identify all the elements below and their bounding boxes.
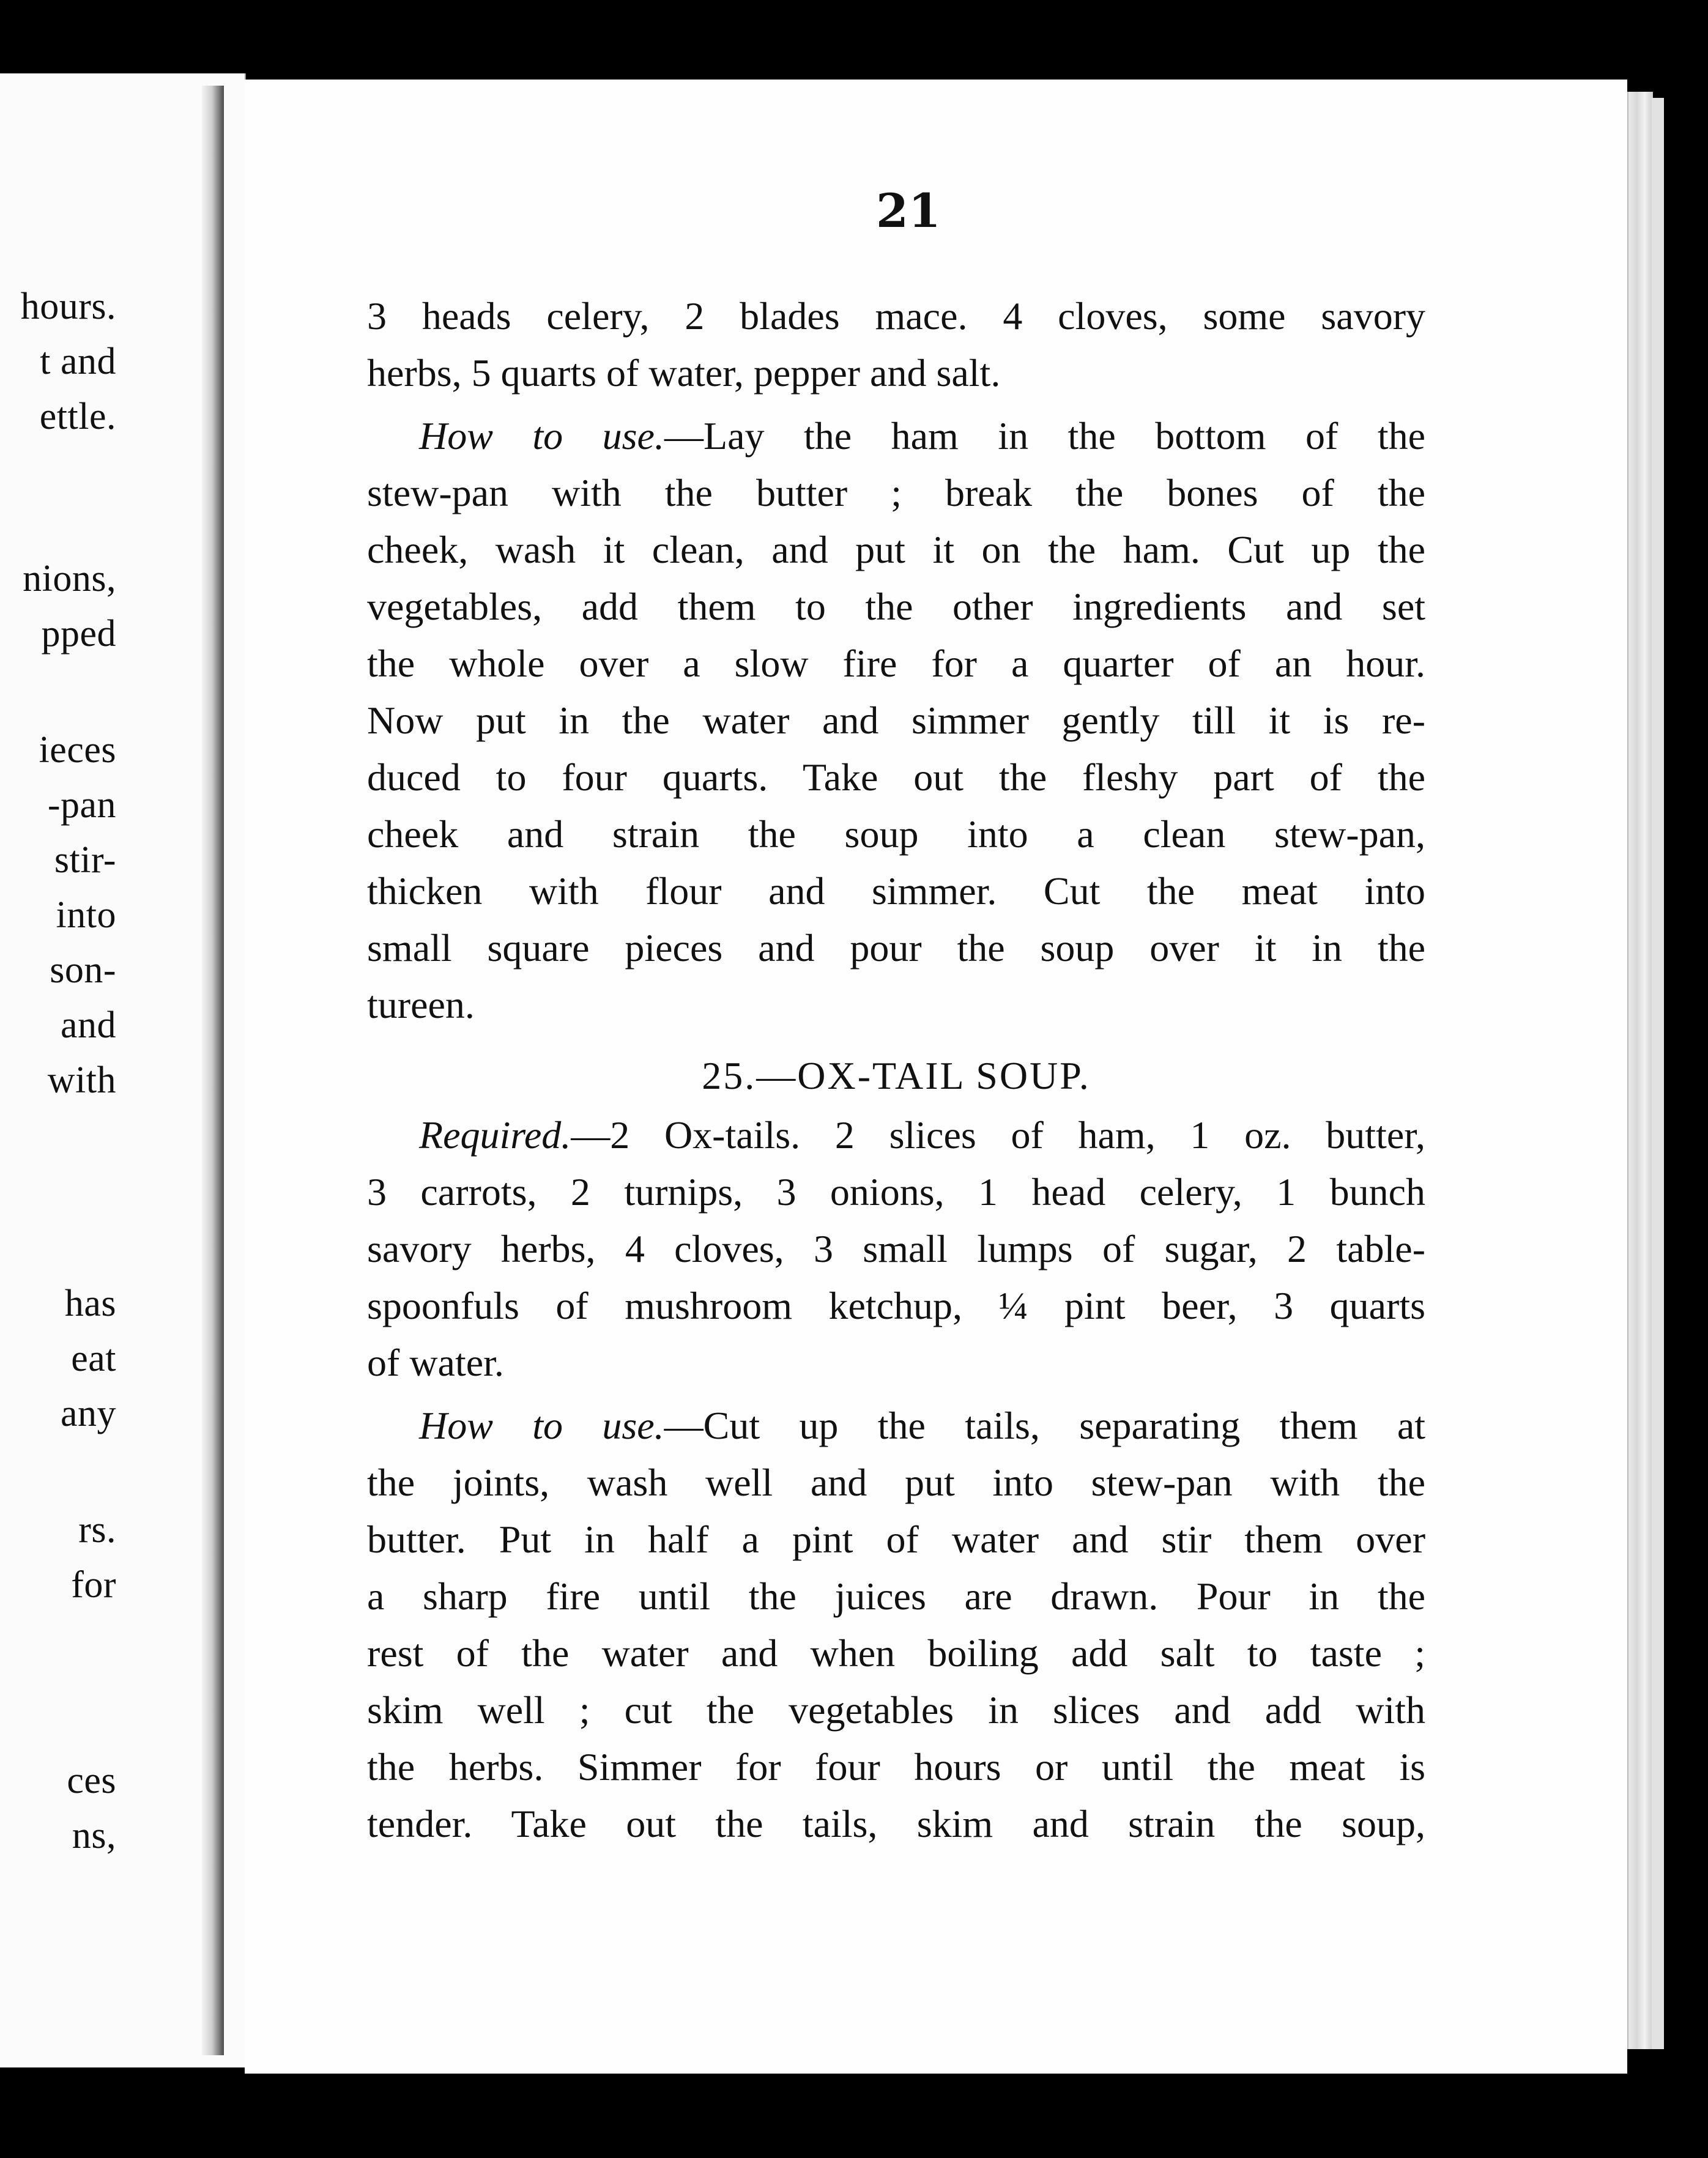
text-line: savory herbs, 4 cloves, 3 small lumps of sugar, 2 table- bbox=[367, 1227, 1425, 1270]
left-page-fragment: nions, bbox=[23, 558, 116, 599]
left-page-fragment: pped bbox=[41, 613, 116, 654]
paragraph-ingredients-continued bbox=[367, 287, 1425, 401]
text-line: 3 carrots, 2 turnips, 3 onions, 1 head celery, 1 bunch bbox=[367, 1170, 1425, 1214]
text-line: the joints, wash well and put into stew-pan with the bbox=[367, 1461, 1425, 1504]
left-page-fragment: ces bbox=[67, 1760, 116, 1801]
paragraph-how-to-use-1 bbox=[367, 407, 1425, 1033]
text-line: a sharp fire until the juices are drawn. Pour in the bbox=[367, 1574, 1425, 1618]
text-line: vegetables, add them to the other ingredients and set bbox=[367, 585, 1425, 628]
paragraph-required bbox=[367, 1107, 1425, 1391]
text-line: small square pieces and pour the soup over it in the bbox=[367, 926, 1425, 970]
text-line: 3 heads celery, 2 blades mace. 4 cloves, some savory bbox=[367, 294, 1425, 338]
page-edges-outer bbox=[1652, 98, 1664, 2049]
left-page-fragment: ns, bbox=[72, 1815, 116, 1856]
page-number: 21 bbox=[876, 184, 941, 238]
paragraph-label: How to use. bbox=[419, 1404, 664, 1447]
text-line: herbs, 5 quarts of water, pepper and salt. bbox=[367, 351, 1001, 395]
text-line: spoonfuls of mushroom ketchup, ¼ pint beer, 3 quarts bbox=[367, 1284, 1425, 1327]
text-line: cheek, wash it clean, and put it on the ham. Cut up the bbox=[367, 528, 1425, 571]
text-line: the herbs. Simmer for four hours or until the meat is bbox=[367, 1745, 1425, 1789]
text-line: butter. Put in half a pint of water and stir them over bbox=[367, 1518, 1425, 1561]
recipe-text bbox=[367, 287, 1425, 1852]
paragraph-label: Required. bbox=[419, 1113, 571, 1157]
page-edges bbox=[1627, 92, 1653, 2049]
left-page-fragment: hours. bbox=[20, 286, 116, 327]
paragraph-how-to-use-2 bbox=[367, 1397, 1425, 1852]
left-page-fragment: has bbox=[64, 1283, 116, 1324]
left-page-fragment: into bbox=[56, 894, 116, 936]
section-title: 25.—OX-TAIL SOUP. bbox=[702, 1054, 1091, 1097]
left-page-fragment: ettle. bbox=[39, 396, 116, 437]
left-page-fragment: with bbox=[47, 1059, 116, 1101]
left-page-fragment: t and bbox=[40, 341, 116, 382]
left-page-fragment: for bbox=[71, 1564, 116, 1606]
left-page-fragment: ieces bbox=[39, 729, 116, 771]
left-page-fragment: any bbox=[60, 1393, 116, 1434]
text-line: How to use.—Cut up the tails, separating them at bbox=[419, 1404, 1426, 1447]
text-line: stew-pan with the butter ; break the bones of the bbox=[367, 471, 1425, 514]
left-page-fragment: stir- bbox=[54, 839, 116, 881]
text-line: thicken with flour and simmer. Cut the meat into bbox=[367, 869, 1425, 913]
text-line: rest of the water and when boiling add salt to taste ; bbox=[367, 1631, 1425, 1675]
text-line: duced to four quarts. Take out the fleshy part of the bbox=[367, 755, 1425, 799]
left-page-fragment: rs. bbox=[78, 1509, 116, 1551]
text-line: How to use.—Lay the ham in the bottom of the bbox=[419, 414, 1426, 458]
book-gutter bbox=[202, 86, 224, 2055]
left-page-fragment: -pan bbox=[47, 784, 116, 826]
text-line: of water. bbox=[367, 1341, 504, 1384]
text-line: cheek and strain the soup into a clean stew-pan, bbox=[367, 812, 1425, 856]
text-line: tureen. bbox=[367, 983, 475, 1026]
text-line: Now put in the water and simmer gently till it is re- bbox=[367, 699, 1425, 742]
text-line: skim well ; cut the vegetables in slices and add with bbox=[367, 1688, 1425, 1732]
text-line: Required.—2 Ox-tails. 2 slices of ham, 1 oz. butter, bbox=[419, 1113, 1425, 1157]
text-line: tender. Take out the tails, skim and strain the soup, bbox=[367, 1802, 1425, 1845]
left-page-fragment: eat bbox=[71, 1338, 116, 1379]
left-page-fragment: son- bbox=[50, 949, 116, 991]
text-line: the whole over a slow fire for a quarter of an hour. bbox=[367, 642, 1425, 685]
left-page-fragment: and bbox=[60, 1004, 116, 1046]
paragraph-label: How to use. bbox=[419, 414, 664, 458]
